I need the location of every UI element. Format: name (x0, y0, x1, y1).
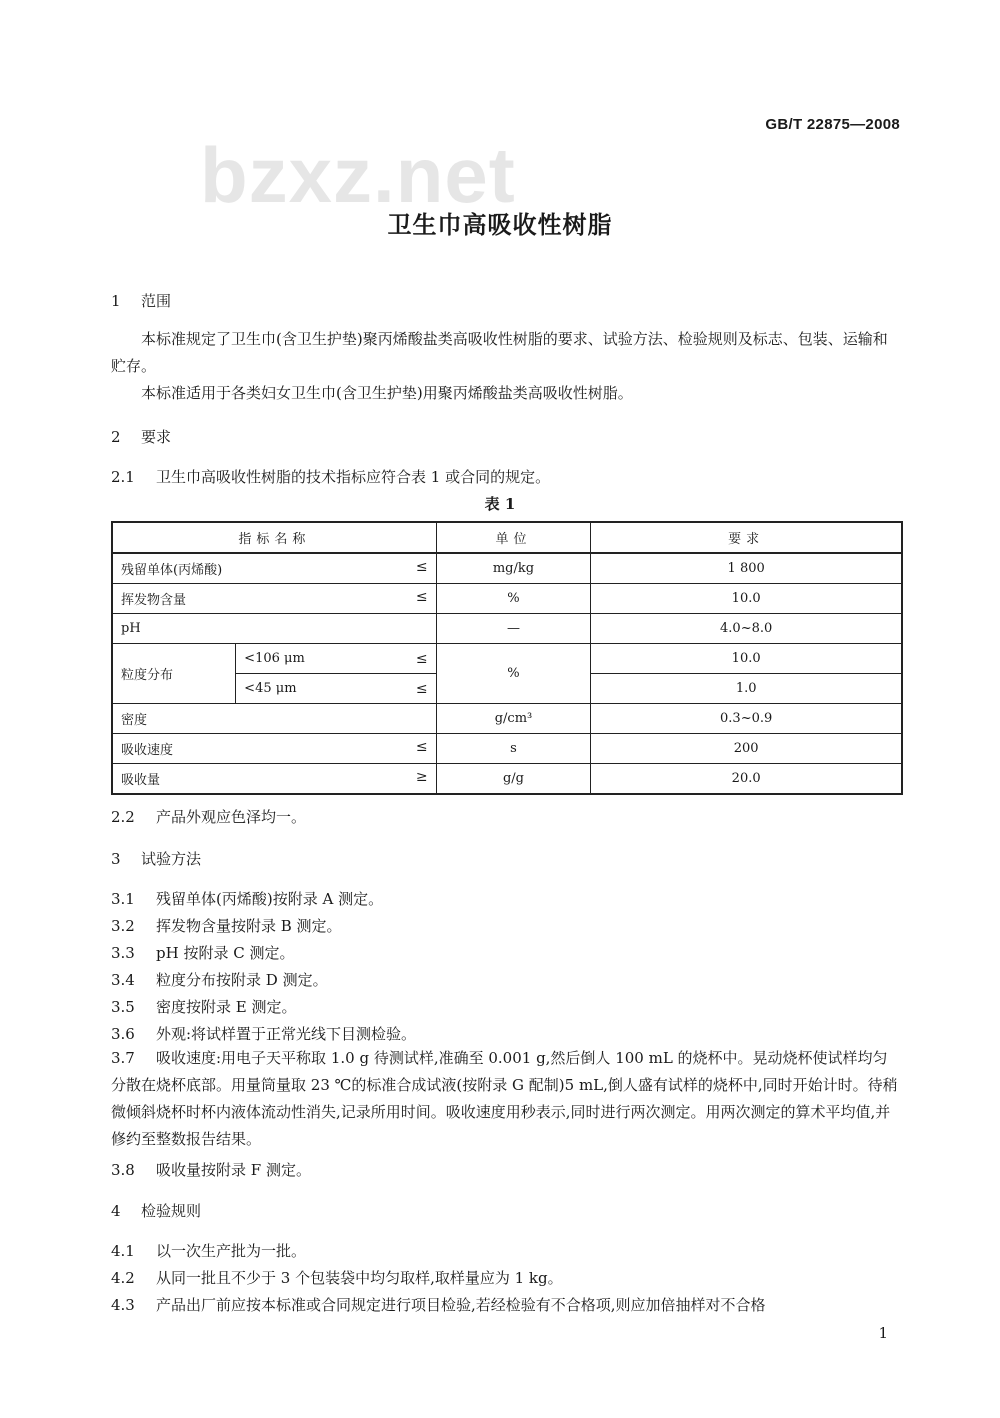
table-cell: % (436, 644, 591, 704)
section-heading-1: 1 范围 (111, 292, 172, 310)
table-cell: g/cm³ (436, 704, 591, 734)
comparison-symbol: ≤ (415, 559, 428, 575)
table-cell: 粒度分布 (112, 644, 236, 704)
table-row (112, 614, 902, 644)
table-cell: % (436, 584, 591, 614)
table-row (112, 584, 902, 614)
clause-2-1: 2.1 卫生巾高吸收性树脂的技术指标应符合表 1 或合同的规定。 (111, 468, 551, 486)
comparison-symbol: ≤ (415, 650, 428, 667)
clause-3-2: 3.2 挥发物含量按附录 B 测定。 (111, 917, 342, 935)
standard-number: GB/T 22875—2008 (765, 116, 900, 133)
table-cell: 吸收速度 ≤ (112, 734, 436, 764)
table-header-cell: 单位 (436, 522, 591, 553)
table-row (112, 644, 902, 674)
section-title: 范围 (141, 292, 172, 310)
table-caption: 表 1 (484, 495, 516, 513)
table-cell: 挥发物含量 ≤ (112, 584, 436, 614)
table-header-row (112, 522, 902, 553)
table-cell: 4.0~8.0 (591, 614, 902, 644)
section-title: 检验规则 (141, 1202, 202, 1220)
clause-4-3: 4.3 产品出厂前应按本标准或合同规定进行项目检验,若经检验有不合格项,则应加倍抽样对不合格 (111, 1296, 766, 1314)
paragraph: 本标准规定了卫生巾(含卫生护垫)聚丙烯酸盐类高吸收性树脂的要求、试验方法、检验规则及标志、包装、运输和贮存。 (111, 330, 888, 375)
table-header-cell: 要求 (591, 522, 902, 553)
table-cell: 1.0 (591, 674, 902, 704)
table-cell: s (436, 734, 591, 764)
comparison-symbol: ≤ (415, 680, 428, 697)
table-cell: 密度 (112, 704, 436, 734)
table-cell: <106 μm ≤ (236, 644, 436, 674)
table-cell: 10.0 (591, 644, 902, 674)
section-title: 试验方法 (141, 850, 202, 868)
clause-3-5: 3.5 密度按附录 E 测定。 (111, 998, 297, 1016)
table-row (112, 734, 902, 764)
comparison-symbol: ≤ (415, 739, 428, 755)
section-heading-3: 3 试验方法 (111, 850, 202, 868)
document-title: 卫生巾高吸收性树脂 (387, 211, 613, 239)
clause-3-8: 3.8 吸收量按附录 F 测定。 (111, 1161, 311, 1179)
table-cell: <45 μm ≤ (236, 674, 436, 704)
table-cell: — (436, 614, 591, 644)
clause-3-1: 3.1 残留单体(丙烯酸)按附录 A 测定。 (111, 890, 384, 908)
table-cell: mg/kg (436, 553, 591, 584)
comparison-symbol: ≤ (415, 589, 428, 605)
table-cell: 残留单体(丙烯酸) ≤ (112, 553, 436, 584)
table-cell: 20.0 (591, 764, 902, 795)
clause-3-6: 3.6 外观:将试样置于正常光线下目测检验。 (111, 1025, 417, 1043)
section-heading-2: 2 要求 (111, 428, 172, 446)
table-cell: pH (112, 614, 436, 644)
clause-4-1: 4.1 以一次生产批为一批。 (111, 1242, 307, 1260)
clause-2-2: 2.2 产品外观应色泽均一。 (111, 808, 307, 826)
table-cell: 吸收量 ≥ (112, 764, 436, 795)
paragraph: 本标准适用于各类妇女卫生巾(含卫生护垫)用聚丙烯酸盐类高吸收性树脂。 (141, 384, 633, 402)
spec-table (111, 521, 903, 795)
table-row (112, 764, 902, 795)
table-row (112, 553, 902, 584)
table-row (112, 704, 902, 734)
clause-3-3: 3.3 pH 按附录 C 测定。 (111, 944, 295, 962)
table-cell: g/g (436, 764, 591, 795)
table-cell: 200 (591, 734, 902, 764)
comparison-symbol: ≥ (415, 769, 428, 785)
clause-4-2: 4.2 从同一批且不少于 3 个包装袋中均匀取样,取样量应为 1 kg。 (111, 1269, 563, 1287)
table-cell: 0.3~0.9 (591, 704, 902, 734)
table-cell: 10.0 (591, 584, 902, 614)
section-heading-4: 4 检验规则 (111, 1202, 202, 1220)
section-title: 要求 (141, 428, 172, 446)
clause-3-4: 3.4 粒度分布按附录 D 测定。 (111, 971, 328, 989)
watermark: bzxz.net (200, 131, 516, 219)
clause-3-7: 3.7 吸收速度:用电子天平称取 1.0 g 待测试样,准确至 0.001 g,然后倒人 100 mL 的烧杯中。晃动烧杯使试样均匀分散在烧杯底部。用量筒量取 23 ℃的标准合成试液(按附录 G 配制)5 mL,倒人盛有试样的烧杯中,同时开始计时。待稍微倾斜烧杯时杯内液体流动性消失,记录所用时间。吸收速度用秒表示,同时进行两次测定。用两次测定的算术平均值,并修约至整数报告结果。 (111, 1049, 898, 1148)
table-header-cell: 指标名称 (112, 522, 436, 553)
table-cell: 1 800 (591, 553, 902, 584)
page-number: 1 (878, 1324, 888, 1342)
